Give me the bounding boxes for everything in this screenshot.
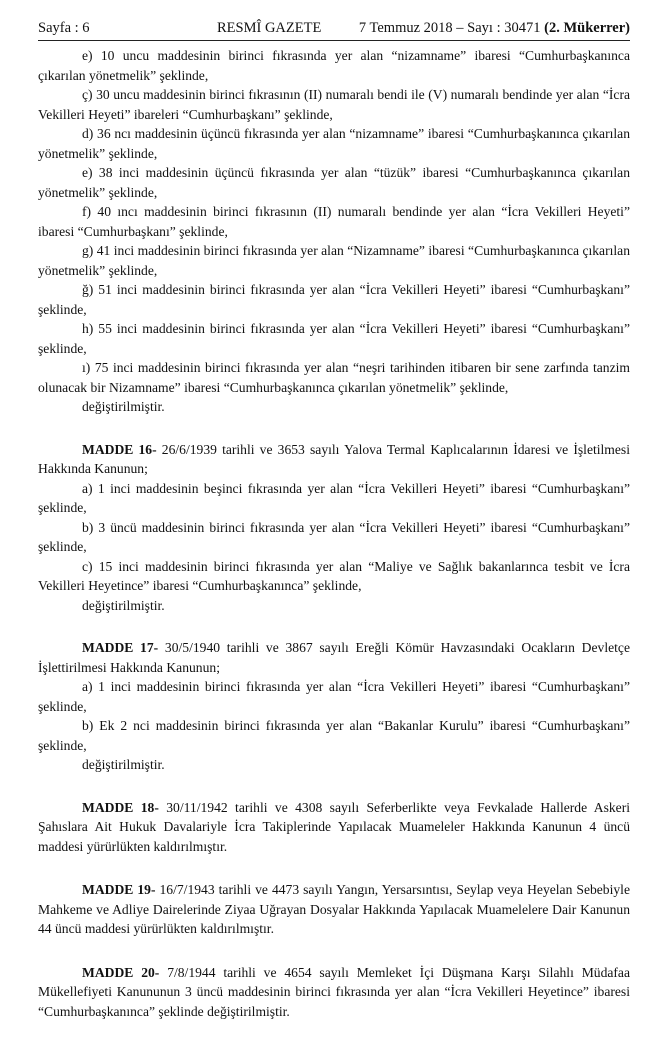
madde-18: [38, 798, 630, 857]
madde-20-text: 7/8/1944 tarihli ve 4654 sayılı Memleket İçi Düşmana Karşı Silahlı Müdafaa Mükellefiyeti Kanununun 3 üncü maddesinin birinci fıkrasında yer alan “İcra Vekilleri Heyetince” ibaresi “Cumhurbaşkanınca” şeklinde değiştirilmiştir.: [38, 964, 630, 1019]
madde-17: [38, 638, 630, 677]
madde-18-text: 30/11/1942 tarihli ve 4308 sayılı Seferberlikte veya Fevkalade Hallerde Askeri Şahıslara Ait Hukuk Davalariyle İcra Takiplerinde Yapılacak Muameleler Hakkında Kanunun 4 üncü maddesi yürürlükten kaldırılmıştır.: [38, 799, 631, 854]
list-item: a) 1 inci maddesinin beşinci fıkrasında yer alan “İcra Vekilleri Heyeti” ibaresi “Cumhurbaşkanı” şeklinde,: [38, 480, 630, 515]
madde-16-text: 26/6/1939 tarihli ve 3653 sayılı Yalova Termal Kaplıcalarının İdaresi ve İşletilmesi Hakkında Kanunun;: [38, 441, 630, 476]
madde-17-label: MADDE 17-: [82, 640, 159, 655]
list-item: e) 38 inci maddesinin üçüncü fıkrasında yer alan “tüzük” ibaresi “Cumhurbaşkanınca çıkarılan yönetmelik” şeklinde,: [38, 165, 630, 200]
list-item: a) 1 inci maddesinin birinci fıkrasında yer alan “İcra Vekilleri Heyeti” ibaresi “Cumhurbaşkanı” şeklinde,: [38, 679, 630, 714]
list-item: g) 41 inci maddesinin birinci fıkrasında yer alan “Nizamname” ibaresi “Cumhurbaşkanınca çıkarılan yönetmelik” şeklinde,: [38, 243, 630, 278]
list-item: d) 36 ncı maddesinin üçüncü fıkrasında yer alan “nizamname” ibaresi “Cumhurbaşkanınca çıkarılan yönetmelik” şeklinde,: [38, 126, 630, 161]
list-item: b) Ek 2 nci maddesinin birinci fıkrasında yer alan “Bakanlar Kurulu” ibaresi “Cumhurbaşkanı” şeklinde,: [38, 718, 630, 753]
list-item: ı) 75 inci maddesinin birinci fıkrasında yer alan “neşri tarihinden itibaren bir sene zarfında tanzim olunacak bir Nizamname” ibaresi “Cumhurbaşkanınca çıkarılan yönetmelik” şeklinde,: [38, 360, 630, 395]
page-header: [38, 20, 630, 42]
madde-19: [38, 880, 630, 939]
list-item: c) 15 inci maddesinin birinci fıkrasında yer alan “Maliye ve Sağlık bakanlarınca tesbit ve İcra Vekilleri Heyetince” ibaresi “Cumhurbaşkanınca” şeklinde,: [38, 558, 630, 593]
issue-info: [359, 20, 630, 37]
madde-17-text: 30/5/1940 tarihli ve 3867 sayılı Ereğli Kömür Havzasındaki Ocakların Devletçe İşlettirilmesi Hakkında Kanunun;: [38, 640, 630, 675]
header-rule: [38, 40, 630, 41]
document-body: [38, 46, 630, 1021]
madde-16-label: MADDE 16-: [82, 441, 157, 457]
madde-20-label: MADDE 20-: [82, 964, 160, 980]
list-item: ç) 30 uncu maddesinin birinci fıkrasının (II) numaralı bendi ile (V) numaralı bendinde yer alan “İcra Vekilleri Heyeti” ibareleri “Cumhurbaşkanı” şeklinde,: [38, 87, 630, 122]
closing-line: değiştirilmiştir.: [82, 757, 165, 772]
closing-line: değiştirilmiştir.: [82, 399, 165, 414]
madde-16: [38, 440, 630, 479]
date-issue: 7 Temmuz 2018 – Sayı : 30471: [358, 20, 541, 36]
list-item: h) 55 inci maddesinin birinci fıkrasında yer alan “İcra Vekilleri Heyeti” ibaresi “Cumhurbaşkanı” şeklinde,: [38, 321, 630, 356]
page-number: Sayfa : 6: [38, 20, 90, 36]
gazette-title: RESMÎ GAZETE: [217, 20, 322, 36]
madde-19-label: MADDE 19-: [82, 882, 156, 897]
madde-18-label: MADDE 18-: [82, 799, 159, 815]
list-item: f) 40 ıncı maddesinin birinci fıkrasının (II) numaralı bendinde yer alan “İcra Vekilleri Heyeti” ibaresi “Cumhurbaşkanı” şeklinde,: [38, 204, 630, 239]
mukerrer-label: (2. Mükerrer): [544, 20, 630, 36]
madde-19-text: 16/7/1943 tarihli ve 4473 sayılı Yangın, Yersarsıntısı, Seylap veya Heyelan Sebebiyle Mahkeme ve Adliye Dairelerinde Ziyaa Uğrayan Dosyalar Hakkında Yapılacak Muamelelere Dair Kanunun 44 üncü maddesi yürürlükten kaldırılmıştır.: [38, 882, 630, 936]
list-item: b) 3 üncü maddesinin birinci fıkrasında yer alan “İcra Vekilleri Heyeti” ibaresi “Cumhurbaşkanı” şeklinde,: [38, 519, 630, 554]
madde-20: [38, 963, 630, 1022]
list-item: ğ) 51 inci maddesinin birinci fıkrasında yer alan “İcra Vekilleri Heyeti” ibaresi “Cumhurbaşkanı” şeklinde,: [38, 282, 630, 317]
closing-line: değiştirilmiştir.: [82, 597, 165, 613]
list-item: e) 10 uncu maddesinin birinci fıkrasında yer alan “nizamname” ibaresi “Cumhurbaşkanınca çıkarılan yönetmelik” şeklinde,: [38, 48, 630, 83]
